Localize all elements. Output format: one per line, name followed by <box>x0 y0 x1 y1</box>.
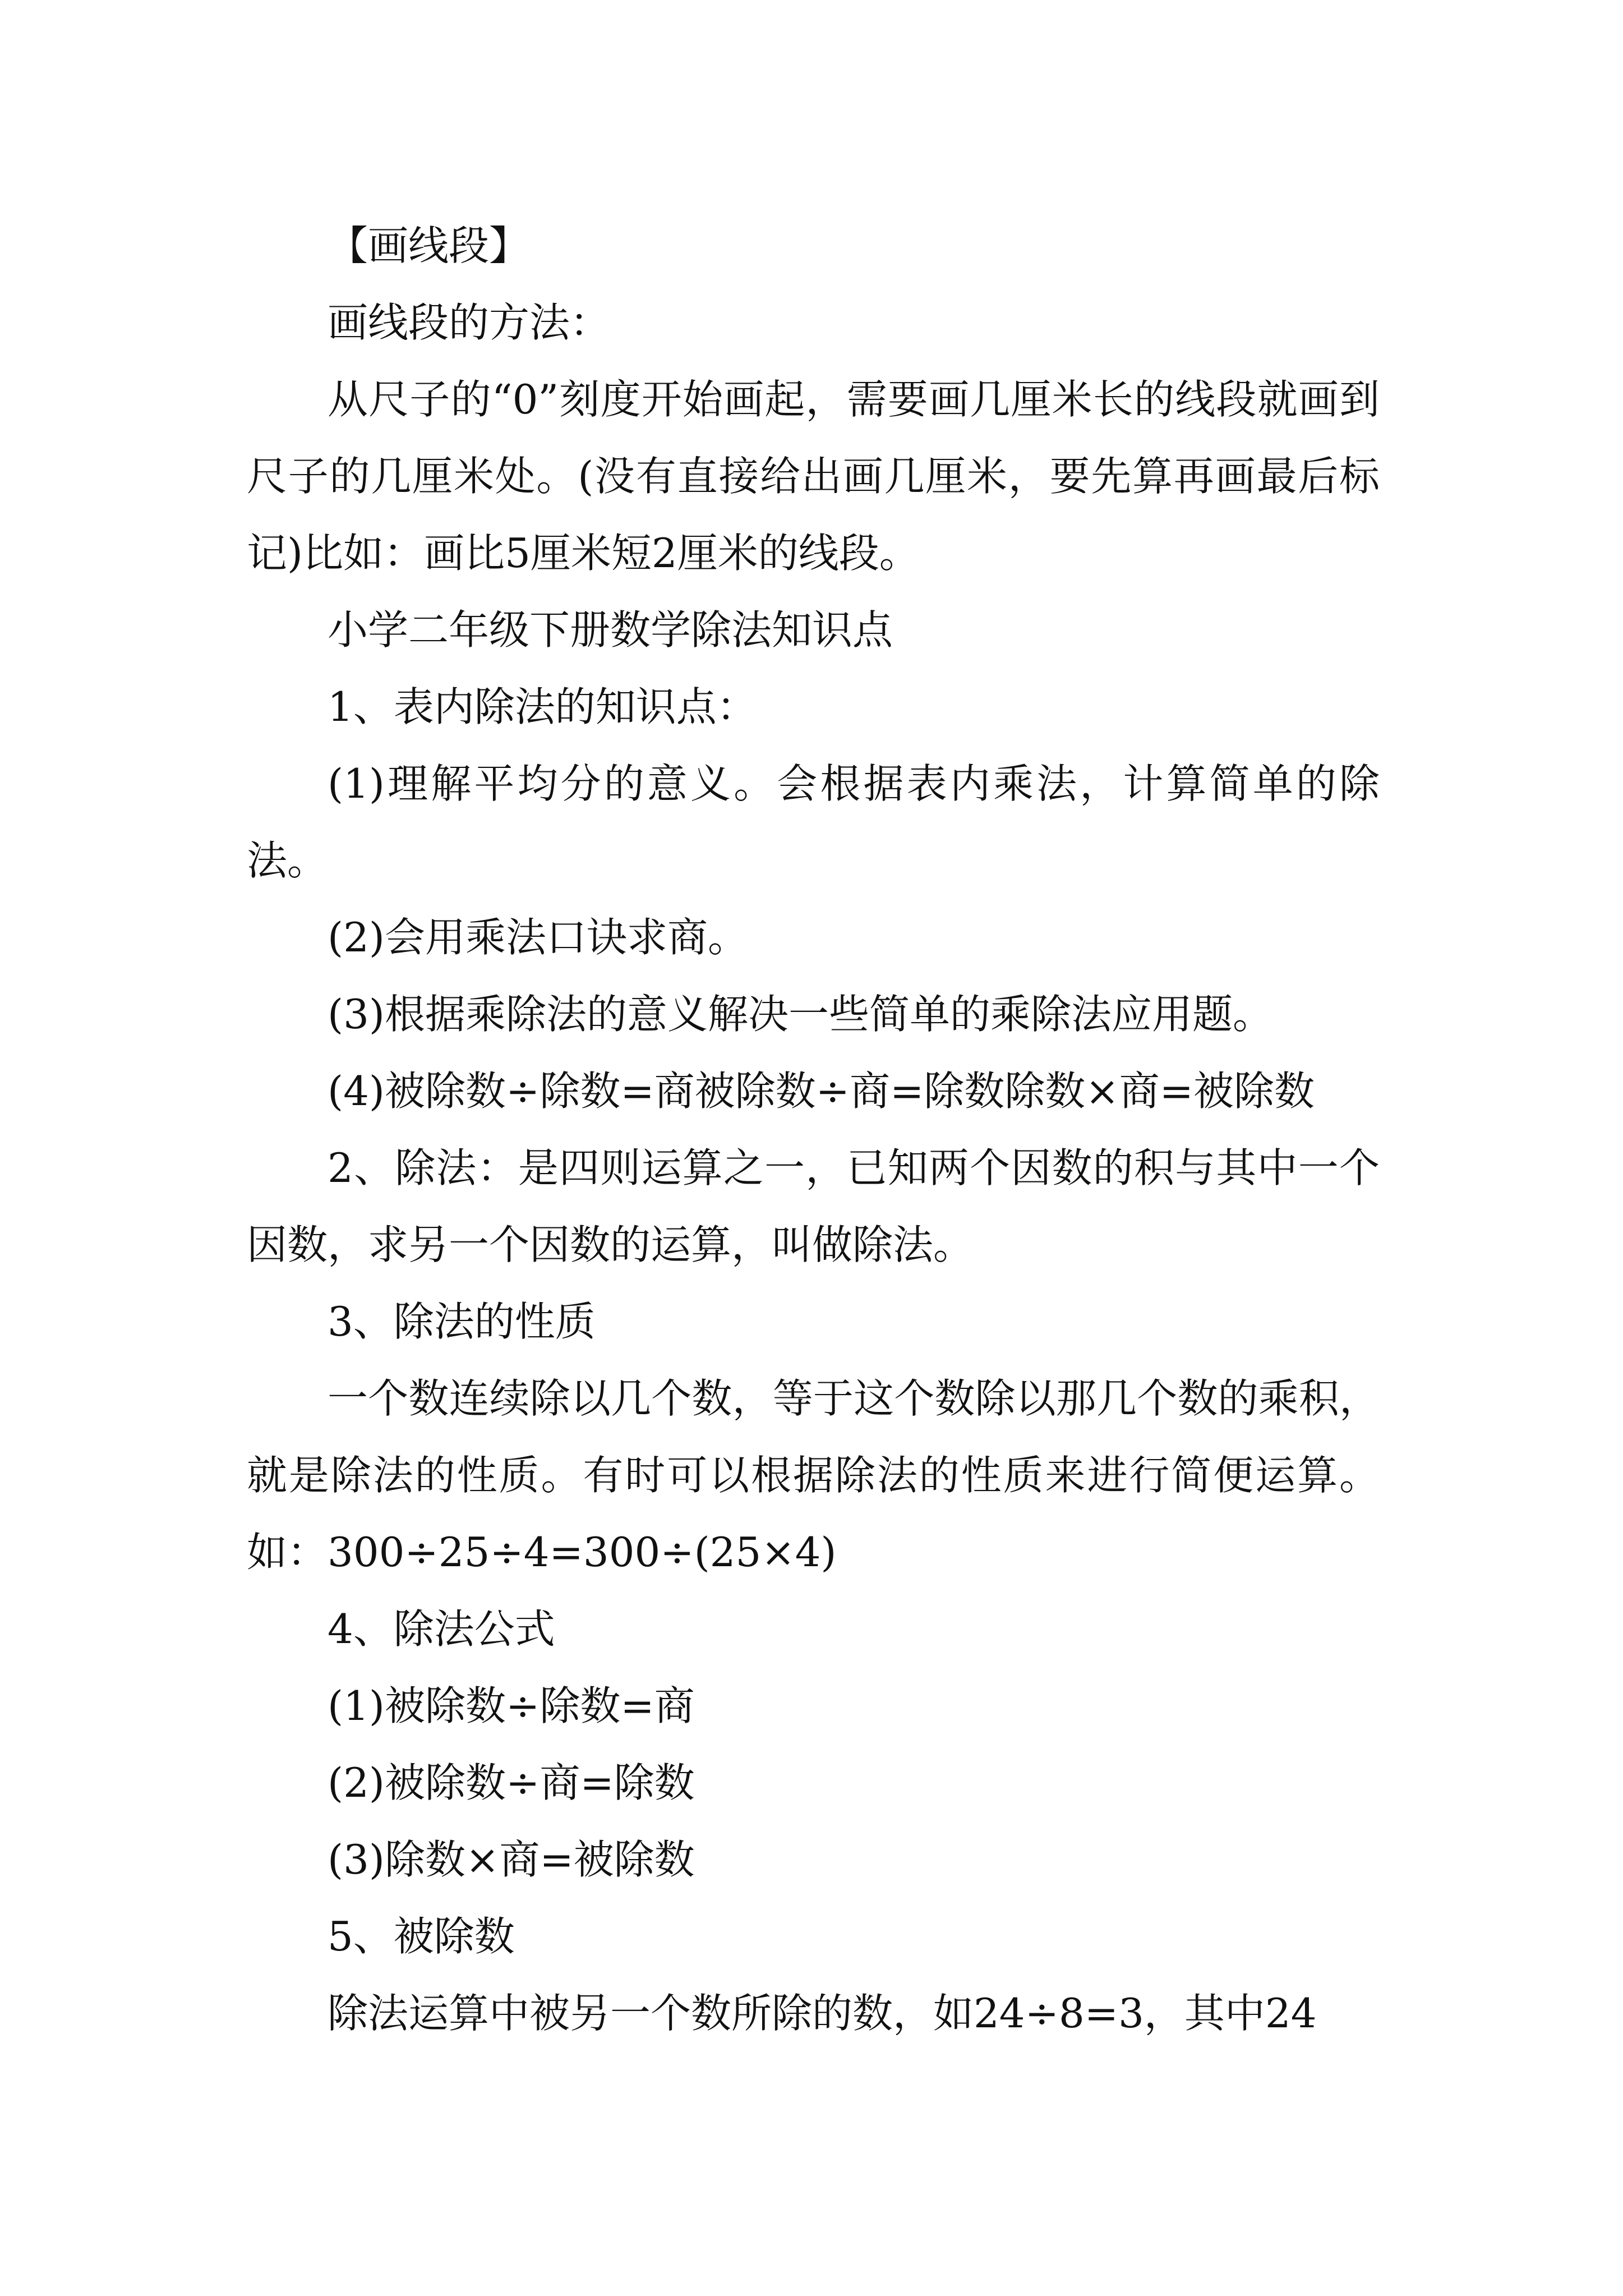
document-body <box>247 208 1380 2052</box>
section-heading-draw-line-segment: 【画线段】 <box>328 222 530 269</box>
paragraph-method-body: 从尺子的“0”刻度开始画起，需要画几厘米长的线段就画到尺子的几厘米处。(没有直接给出画几厘米，要先算再画最后标记)比如：画比5厘米短2厘米的线段。 <box>247 376 1380 577</box>
paragraph-item-1-3: (3)根据乘除法的意义解决一些简单的乘除法应用题。 <box>328 991 1273 1038</box>
paragraph-item-2: 2、除法：是四则运算之一，已知两个因数的积与其中一个因数，求另一个因数的运算，叫做除法。 <box>247 1144 1380 1268</box>
paragraph-item-5-title: 5、被除数 <box>328 1913 515 1960</box>
paragraph-item-1-4: (4)被除数÷除数=商被除数÷商=除数除数×商=被除数 <box>328 1068 1315 1115</box>
paragraph-item-4-title: 4、除法公式 <box>328 1605 555 1653</box>
paragraph-item-1-1: (1)理解平均分的意义。会根据表内乘法，计算简单的除法。 <box>247 760 1380 884</box>
paragraph-item-4-1: (1)被除数÷除数=商 <box>328 1682 695 1729</box>
paragraph-item-5-body: 除法运算中被另一个数所除的数，如24÷8=3，其中24 <box>328 1990 1317 2037</box>
paragraph-item-3-title: 3、除法的性质 <box>328 1298 596 1345</box>
paragraph-item-1-2: (2)会用乘法口诀求商。 <box>328 914 748 961</box>
paragraph-item-4-3: (3)除数×商=被除数 <box>328 1836 695 1883</box>
section-heading-division: 小学二年级下册数学除法知识点 <box>328 606 893 654</box>
paragraph-item-4-2: (2)被除数÷商=除数 <box>328 1759 695 1806</box>
paragraph-item-3-body: 一个数连续除以几个数，等于这个数除以那几个数的乘积，就是除法的性质。有时可以根据除法的性质来进行简便运算。如：300÷25÷4=300÷(25×4) <box>247 1375 1380 1576</box>
paragraph-item-1-title: 1、表内除法的知识点： <box>328 683 757 730</box>
paragraph-method-title: 画线段的方法： <box>328 299 611 346</box>
